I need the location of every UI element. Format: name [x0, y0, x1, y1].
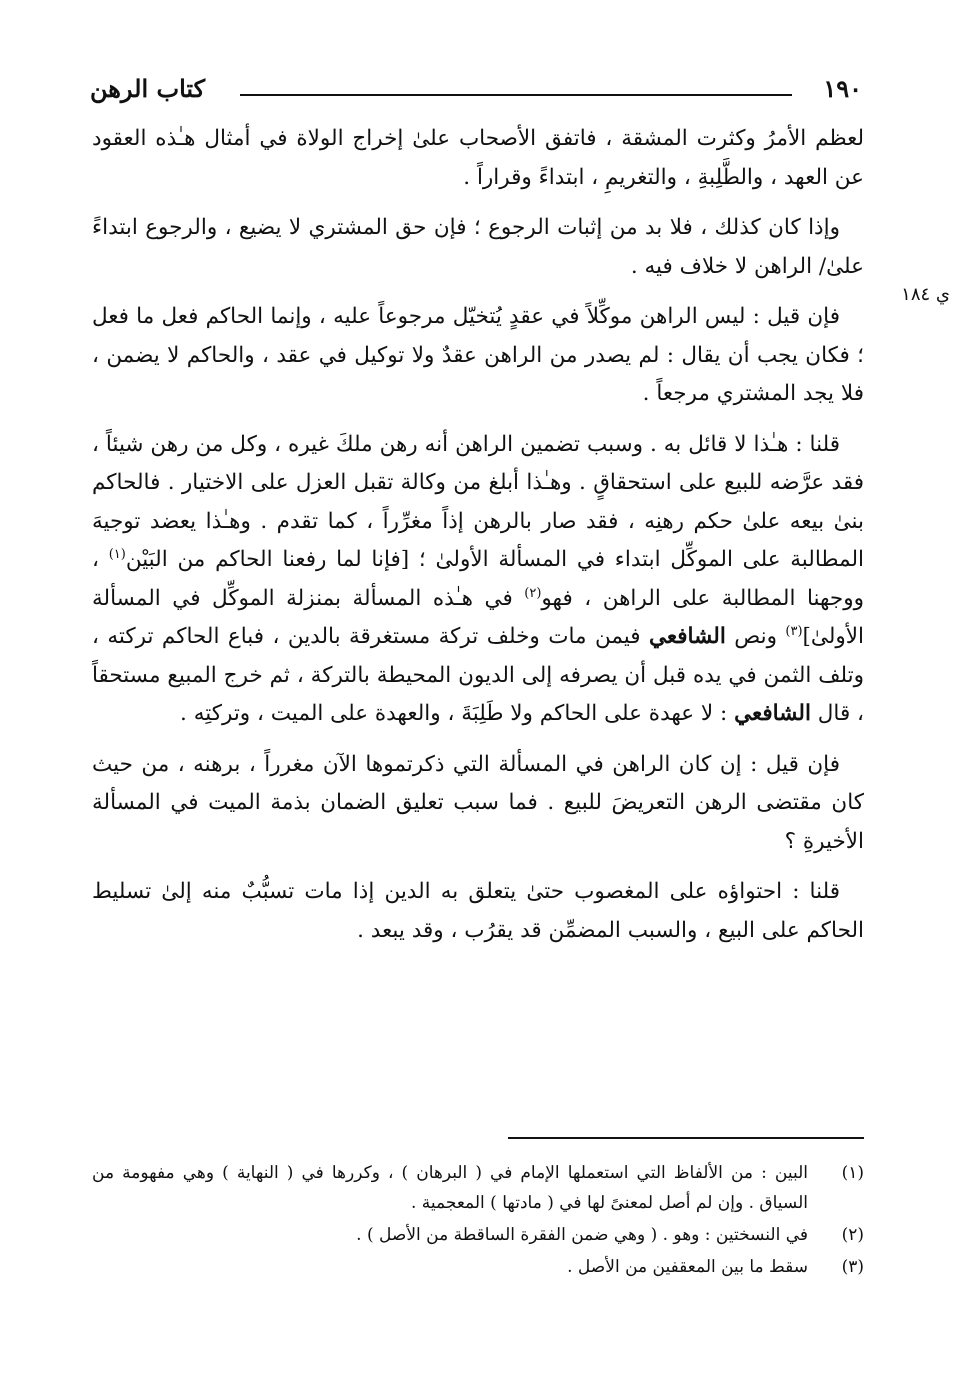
paragraph: وإذا كان كذلك ، فلا بد من إثبات الرجوع ؛ فإن حق المشتري لا يضيع ، والرجوع ابتداءً علىٰ/ الراهن لا خلاف فيه .	[92, 215, 864, 279]
paragraph: فإن قيل : إن كان الراهن في المسألة التي ذكرتموها الآن مغرراً ، برهنه ، من حيث كان مقتضى الرهن التعريضَ للبيع . فما سبب تعليق الضمان بذمة الميت في المسألة الأخيرةِ ؟	[92, 751, 864, 854]
paragraph-text: فيمن مات وخلف تركة مستغرقة بالدين ، فباع الحاكم تركته ، وتلف الثمن في يده قبل أن يصرفه إلى الديون المحيطة بالتركة ، ثم خرج المبيع مستحقاً ، قال	[92, 624, 864, 726]
footnote-item	[92, 1158, 864, 1218]
book-title: كتاب الرهن	[90, 74, 206, 103]
paragraph: فإن قيل : ليس الراهن موكِّلاً في عقدٍ يُتخيّل مرجوعاً عليه ، وإنما الحاكم فعل ما فعل ؛ فكان يجب أن يقال : لم يصدر من الراهن عقدٌ ولا توكيل في عقد ، والحاكم لا يضمن ، فلا يجد المشتري مرجعاً .	[92, 304, 864, 406]
footnote-item	[92, 1220, 864, 1250]
footnote-separator	[508, 1137, 864, 1139]
footnote-number: (٣)	[841, 1257, 864, 1277]
footnote-ref[interactable]: (٣)	[785, 623, 803, 639]
footnotes	[92, 1158, 864, 1284]
footnote-ref[interactable]: (٢)	[524, 585, 542, 601]
footnote-number: (١)	[841, 1163, 864, 1183]
footnote-text: سقط ما بين المعقفين من الأصل .	[567, 1257, 808, 1277]
page-header	[90, 70, 862, 110]
paragraph	[92, 426, 864, 734]
bold-name: الشافعي	[648, 624, 726, 649]
paragraph: لعظم الأمرُ وكثرت المشقة ، فاتفق الأصحاب علىٰ إخراج الولاة في أمثال هـٰذه العقود عن العهد ، والطَّلِبةِ ، والتغريمِ ، ابتداءً وقراراً .	[92, 126, 865, 190]
footnote-item	[92, 1252, 864, 1282]
paragraph-text: ونص	[725, 624, 786, 649]
footnote-text: البين : من الألفاظ التي استعملها الإمام في ( البرهان ) ، وكررها في ( النهاية ) وهي مفهومة من السياق . وإن لم أصل لمعنىً لها في ( مادتها ) المعجمية .	[92, 1163, 808, 1213]
bold-name: الشافعي	[734, 701, 811, 726]
footnote-number: (٢)	[841, 1225, 864, 1245]
margin-reference: ي ١٨٤	[901, 284, 950, 305]
paragraph: قلنا : احتواؤه على المغصوب حتىٰ يتعلق به الدين إذا مات تسبُّبٌ منه إلىٰ تسليط الحاكم على البيع ، والسبب المضمِّن قد يقرُب ، وقد يبعد .	[92, 879, 864, 943]
paragraph-text: ، ووجهنا المطالبة على الراهن ، فهو	[92, 547, 864, 611]
paragraph-text: قلنا : هـٰذا لا قائل به . وسبب تضمين الراهن أنه رهن ملكَ غيره ، وكل من رهن شيئاً ، فقد عرَّضه للبيع على استحقاقٍ . وهـٰذا أبلغ من وكالة تقبل العزل على الاختيار . فالحاكم بنىٰ بيعه علىٰ حكم رهنِه ، فقد صار بالرهن إذاً مغرِّراً ، كما تقدم . وهـٰذا يعضد توجيهَ المطالبة على الموكِّل ابتداء في المسألة الأولىٰ ؛ [فإنا لما رفعنا الحاكم من البَيْن	[92, 431, 864, 572]
page-number: ١٩٠	[823, 74, 862, 103]
footnote-ref[interactable]: (١)	[108, 546, 126, 562]
footnote-text: في النسختين : وهو . ( وهي ضمن الفقرة الساقطة من الأصل ) .	[356, 1225, 808, 1245]
header-rule	[240, 94, 792, 96]
paragraph-text: في هـٰذه المسألة بمنزلة الموكِّل في المسألة الأولىٰ]	[92, 585, 865, 649]
main-text	[92, 120, 864, 962]
paragraph-text: : لا عهدة على الحاكم ولا طَلِبَةَ ، والعهدة على الميت ، وتركتِه .	[180, 701, 735, 726]
